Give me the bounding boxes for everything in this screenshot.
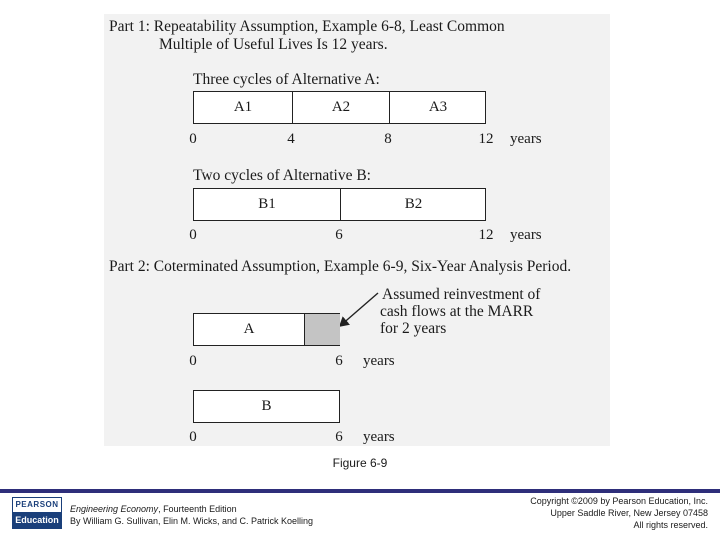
part2-alt-b-bar [193, 390, 340, 423]
logo-top-text: PEARSON [13, 498, 61, 512]
tick-label: 12 [478, 227, 494, 243]
segment-a-label: A [243, 321, 255, 337]
annotation-arrow [104, 14, 610, 446]
segment-b-label: B [261, 398, 272, 414]
segment-a1: A1 [233, 99, 253, 115]
axis-unit-label: years [363, 429, 395, 445]
copyright-line1: Copyright ©2009 by Pearson Education, Inc. [530, 496, 708, 506]
axis-unit-label: years [510, 131, 542, 147]
segment-a2: A2 [292, 92, 389, 123]
tick-label: 6 [335, 429, 343, 445]
tick-label: 12 [478, 131, 494, 147]
segment-a3: A3 [389, 92, 486, 123]
tick-label: 8 [384, 131, 392, 147]
reinvestment-annotation-line1: Assumed reinvestment of [382, 286, 541, 303]
footer-divider [0, 489, 720, 493]
copyright-notice [530, 495, 708, 531]
segment-b1: B1 [258, 196, 276, 212]
logo-bottom-text: Education [15, 515, 59, 525]
reinvestment-annotation-line3: for 2 years [380, 320, 447, 337]
part2-alt-a-bar [193, 313, 340, 346]
tick-label: 0 [189, 131, 197, 147]
alt-a-three-cycles-label: Three cycles of Alternative A: [193, 71, 380, 88]
axis-unit-label: years [510, 227, 542, 243]
book-edition: , Fourteenth Edition [158, 504, 237, 514]
alt-b-two-cycles-label: Two cycles of Alternative B: [193, 167, 371, 184]
part1-heading-line1: Part 1: Repeatability Assumption, Example 6-8, Least Common [109, 18, 505, 35]
part2-heading: Part 2: Coterminated Assumption, Example 6-9, Six-Year Analysis Period. [109, 258, 572, 275]
figure-6-9-diagram [104, 14, 610, 446]
tick-label: 0 [189, 429, 197, 445]
figure-caption: Figure 6-9 [332, 456, 388, 470]
part1-heading-line2: Multiple of Useful Lives Is 12 years. [159, 36, 388, 53]
tick-label: 6 [335, 353, 343, 369]
pearson-education-logo [12, 497, 62, 529]
copyright-line3: All rights reserved. [633, 520, 708, 530]
copyright-line2: Upper Saddle River, New Jersey 07458 [550, 508, 708, 518]
reinvestment-shaded-segment [304, 314, 340, 345]
tick-label: 4 [287, 131, 295, 147]
axis-unit-label: years [363, 353, 395, 369]
book-authors: By William G. Sullivan, Elin M. Wicks, and C. Patrick Koelling [70, 516, 314, 526]
book-credit [70, 503, 313, 527]
tick-label: 6 [335, 227, 343, 243]
segment-b2: B2 [340, 189, 486, 220]
tick-label: 0 [189, 227, 197, 243]
reinvestment-annotation-line2: cash flows at the MARR [380, 303, 534, 320]
book-title: Engineering Economy [70, 504, 159, 514]
tick-label: 0 [189, 353, 197, 369]
